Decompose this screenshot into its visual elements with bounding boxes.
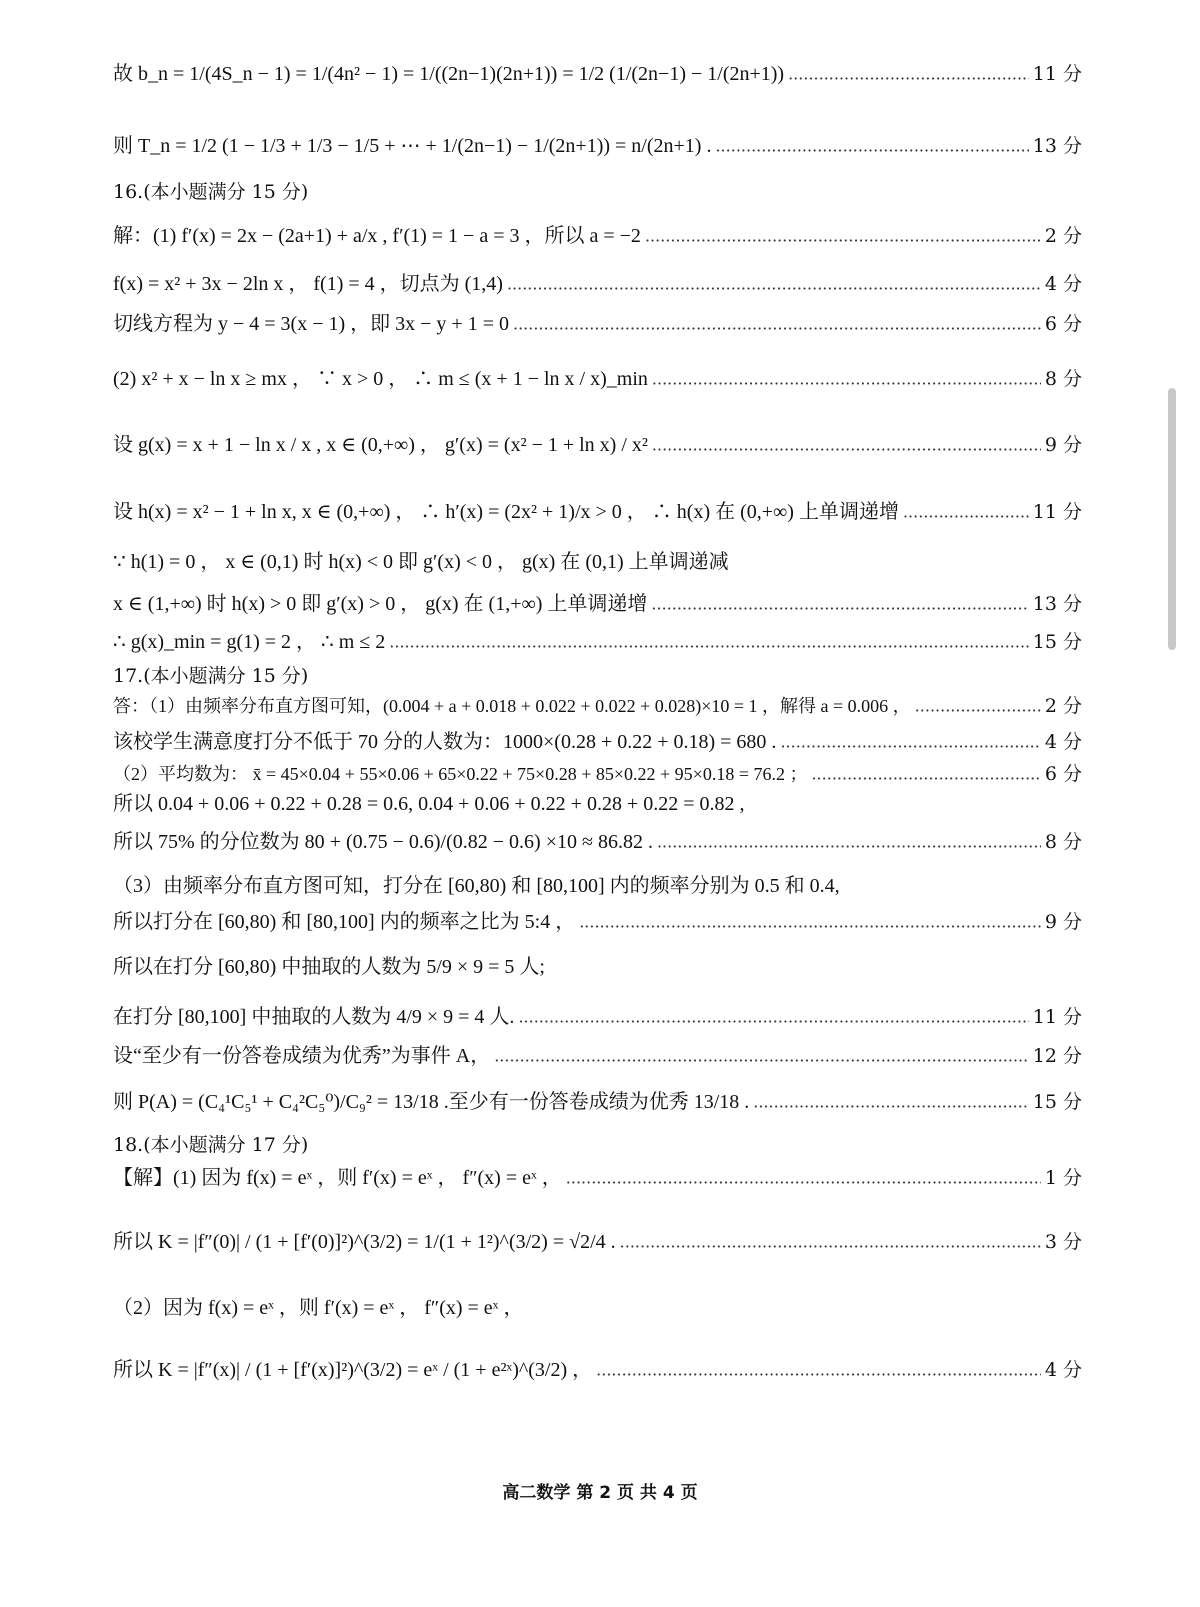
leader-dots (507, 277, 1041, 296)
leader-dots (903, 505, 1029, 524)
math-text: 答：（1）由频率分布直方图可知，(0.004 + a + 0.018 + 0.022 + 0.022 + 0.028)×10 = 1 ，解得 a = 0.006 ， (113, 695, 911, 716)
score-label: 4 分 (1044, 1358, 1082, 1381)
math-text: 故 b_n = 1/(4S_n − 1) = 1/(4n² − 1) = 1/((2n−1)(2n+1)) = 1/2 (1/(2n−1) − 1/(2n+1)) (113, 63, 785, 85)
math-text: 解：(1) f′(x) = 2x − (2a+1) + a/x , f′(1) = 1 − a = 3 ，所以 a = −2 (113, 225, 641, 247)
solution-line (113, 272, 1082, 296)
score-label: 4 分 (1044, 272, 1082, 295)
math-text: x ∈ (1,+∞) 时 h(x) > 0 即 g′(x) > 0 ， g(x) 在 (1,+∞) 上单调递增 (113, 593, 648, 615)
leader-dots (788, 67, 1029, 86)
solution-line (113, 134, 1082, 158)
score-label: 1 分 (1044, 1166, 1082, 1189)
score-label: 15 分 (1032, 1090, 1082, 1113)
math-text: 所以打分在 [60,80) 和 [80,100] 内的频率之比为 5:4 ， (113, 911, 576, 933)
math-text: 所以 0.04 + 0.06 + 0.22 + 0.28 = 0.6, 0.04 + 0.06 + 0.22 + 0.28 + 0.22 = 0.82 , (113, 793, 745, 815)
solution-line (113, 730, 1082, 754)
math-text: 设“至少有一份答卷成绩为优秀”为事件 A， (113, 1045, 491, 1067)
score-label: 11 分 (1032, 62, 1082, 85)
math-text: 则 T_n = 1/2 (1 − 1/3 + 1/3 − 1/5 + ⋯ + 1/(2n−1) − 1/(2n+1)) = n/(2n+1) . (113, 135, 712, 157)
score-label: 11 分 (1032, 1005, 1082, 1028)
solution-line (113, 874, 1082, 898)
score-label: 8 分 (1044, 367, 1082, 390)
score-label: 8 分 (1044, 830, 1082, 853)
math-text: 所以 K = |f″(x)| / (1 + [f′(x)]²)^(3/2) = eˣ / (1 + e²ˣ)^(3/2) ， (113, 1359, 593, 1381)
solution-line (113, 910, 1082, 934)
math-text: （2）平均数为： x̄ = 45×0.04 + 55×0.06 + 65×0.22 + 75×0.28 + 85×0.22 + 95×0.18 = 76.2 ； (113, 763, 808, 784)
math-text: 该校学生满意度打分不低于 70 分的人数为：1000×(0.28 + 0.22 + 0.18) = 680 . (113, 731, 777, 753)
leader-dots (596, 1363, 1041, 1382)
solution-line (113, 1296, 1082, 1320)
math-text: 设 g(x) = x + 1 − ln x / x , x ∈ (0,+∞) ， g′(x) = (x² − 1 + ln x) / x² (113, 434, 648, 456)
solution-line (113, 763, 1082, 786)
leader-dots (513, 317, 1041, 336)
section-title: 17.(本小题满分 15 分) (113, 665, 309, 687)
solution-line (113, 955, 1082, 979)
leader-dots (657, 835, 1041, 854)
math-text: 则 P(A) = (C₄¹C₅¹ + C₄²C₅⁰)/C₉² = 13/18 .至少有一份答卷成绩为优秀 13/18 . (113, 1091, 750, 1113)
leader-dots (566, 1171, 1041, 1190)
leader-dots (518, 1010, 1028, 1029)
solution-line (113, 1090, 1082, 1114)
leader-dots (811, 767, 1040, 786)
score-label: 3 分 (1044, 1230, 1082, 1253)
math-text: (2) x² + x − ln x ≥ mx ， ∵ x > 0 ， ∴ m ≤ (x + 1 − ln x / x)_min (113, 368, 648, 390)
leader-dots (645, 229, 1041, 248)
section-heading (113, 1134, 1082, 1157)
score-label: 15 分 (1032, 630, 1082, 653)
score-label: 13 分 (1032, 134, 1082, 157)
score-label: 4 分 (1044, 730, 1082, 753)
score-label: 12 分 (1032, 1044, 1082, 1067)
math-text: 切线方程为 y − 4 = 3(x − 1) ，即 3x − y + 1 = 0 (113, 313, 509, 335)
solution-line (113, 1166, 1082, 1190)
leader-dots (579, 915, 1041, 934)
solution-line (113, 500, 1082, 524)
leader-dots (652, 372, 1041, 391)
score-label: 13 分 (1032, 592, 1082, 615)
leader-dots (753, 1095, 1029, 1114)
math-text: ∴ g(x)_min = g(1) = 2 ， ∴ m ≤ 2 (113, 631, 386, 653)
leader-dots (620, 1235, 1041, 1254)
solution-line (113, 312, 1082, 336)
leader-dots (715, 139, 1028, 158)
solution-line (113, 1358, 1082, 1382)
solution-line (113, 433, 1082, 457)
solution-line (113, 1230, 1082, 1254)
leader-dots (915, 699, 1041, 718)
leader-dots (389, 635, 1028, 654)
math-text: 【解】(1) 因为 f(x) = eˣ ，则 f′(x) = eˣ ， f″(x) = eˣ ， (113, 1167, 562, 1189)
score-label: 2 分 (1044, 224, 1082, 247)
score-label: 2 分 (1044, 695, 1082, 717)
score-label: 9 分 (1044, 910, 1082, 933)
math-text: ∵ h(1) = 0 ， x ∈ (0,1) 时 h(x) < 0 即 g′(x) < 0 ， g(x) 在 (0,1) 上单调递减 (113, 551, 729, 573)
solution-line (113, 1044, 1082, 1068)
section-heading (113, 181, 1082, 204)
score-label: 11 分 (1032, 500, 1082, 523)
solution-line (113, 830, 1082, 854)
scrollbar-thumb[interactable] (1168, 388, 1176, 650)
solution-line (113, 792, 1082, 816)
leader-dots (652, 438, 1041, 457)
solution-line (113, 224, 1082, 248)
math-text: （3）由频率分布直方图可知，打分在 [60,80) 和 [80,100] 内的频率分别为 0.5 和 0.4, (113, 875, 840, 897)
section-title: 16.(本小题满分 15 分) (113, 181, 309, 203)
page-footer: 高二数学 第 2 页 共 4 页 (502, 1483, 698, 1503)
score-label: 9 分 (1044, 433, 1082, 456)
leader-dots (780, 735, 1040, 754)
math-text: 所以在打分 [60,80) 中抽取的人数为 5/9 × 9 = 5 人; (113, 956, 545, 978)
solution-line (113, 62, 1082, 86)
math-text: 所以 K = |f″(0)| / (1 + [f′(0)]²)^(3/2) = 1/(1 + 1²)^(3/2) = √2/4 . (113, 1231, 616, 1253)
math-text: 设 h(x) = x² − 1 + ln x, x ∈ (0,+∞) ， ∴ h′(x) = (2x² + 1)/x > 0 ， ∴ h(x) 在 (0,+∞) 上单调递增 (113, 501, 899, 523)
math-text: 在打分 [80,100] 中抽取的人数为 4/9 × 9 = 4 人. (113, 1006, 515, 1028)
leader-dots (651, 597, 1028, 616)
score-label: 6 分 (1044, 763, 1082, 785)
section-heading (113, 665, 1082, 688)
score-label: 6 分 (1044, 312, 1082, 335)
solution-line (113, 1005, 1082, 1029)
math-text: f(x) = x² + 3x − 2ln x ， f(1) = 4 ，切点为 (1,4) (113, 273, 503, 295)
solution-line (113, 630, 1082, 654)
section-title: 18.(本小题满分 17 分) (113, 1134, 309, 1156)
math-text: （2）因为 f(x) = eˣ ，则 f′(x) = eˣ ， f″(x) = eˣ ， (113, 1297, 524, 1319)
solution-line (113, 592, 1082, 616)
leader-dots (494, 1049, 1029, 1068)
solution-line (113, 367, 1082, 391)
math-text: 所以 75% 的分位数为 80 + (0.75 − 0.6)/(0.82 − 0.6) ×10 ≈ 86.82 . (113, 831, 653, 853)
solution-line (113, 695, 1082, 718)
solution-line (113, 550, 1082, 574)
